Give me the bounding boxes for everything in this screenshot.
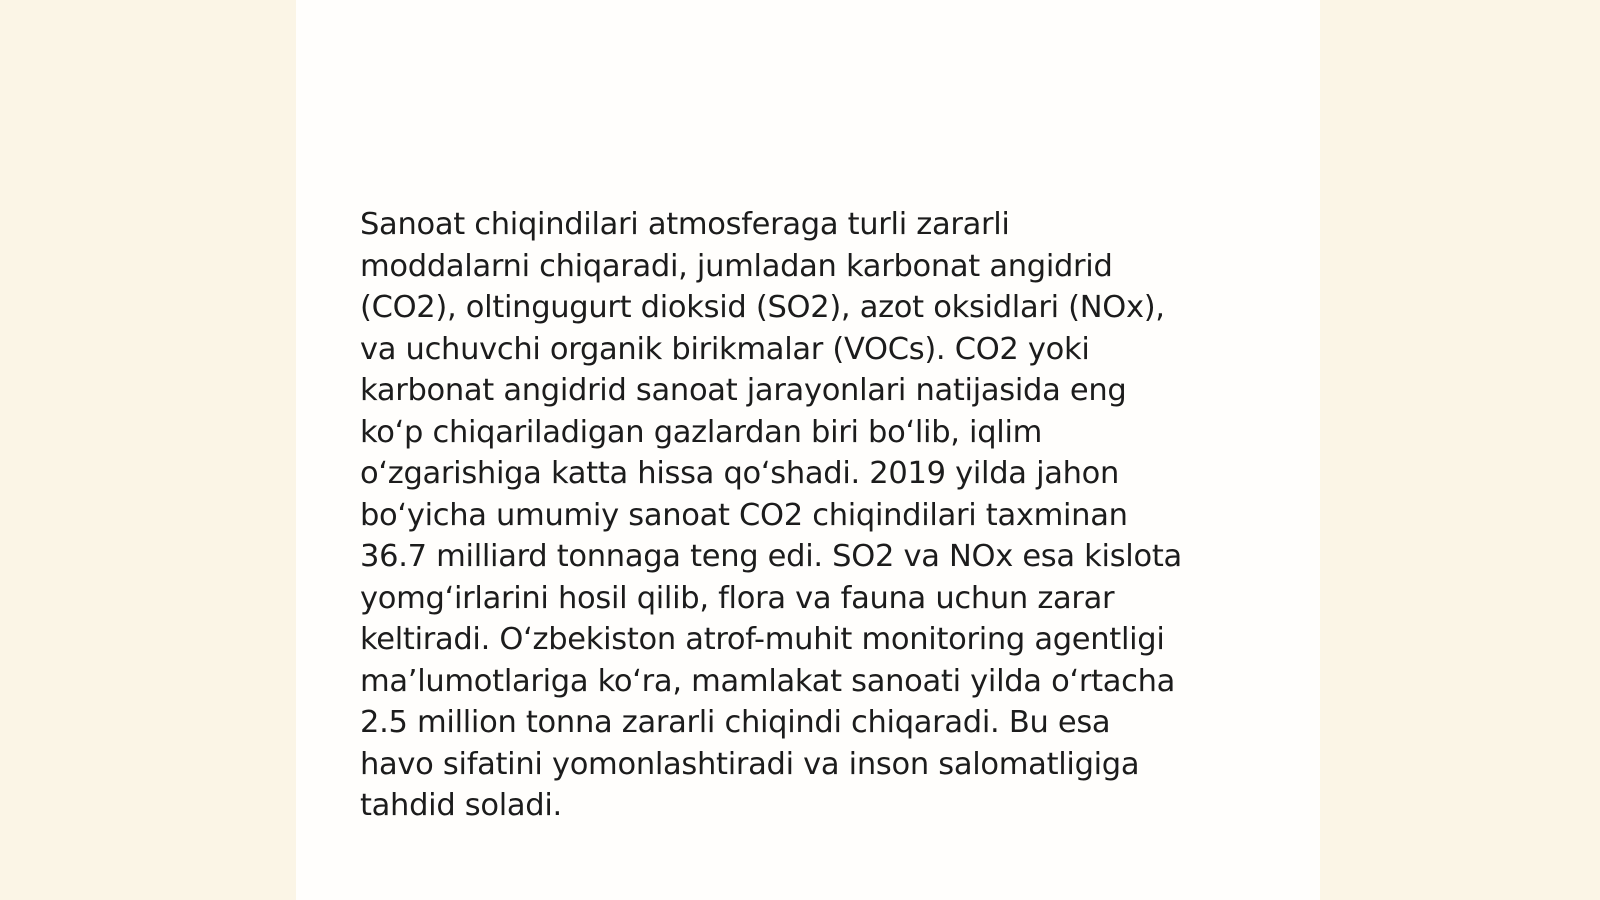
paragraph-line: Sanoat chiqindilari atmosferaga turli zararli — [360, 207, 1010, 242]
paragraph-line: havo sifatini yomonlashtiradi va inson salomatligiga — [360, 746, 1140, 782]
paragraph-line: maʼlumotlariga koʻra, mamlakat sanoati yilda oʻrtacha — [360, 663, 1176, 699]
paragraph-line: karbonat angidrid sanoat jarayonlari natijasida eng — [360, 373, 1127, 408]
document-sheet — [296, 0, 1320, 900]
paragraph-line: (CO2), oltingugurt dioksid (SO2), azot oksidlari (NOx), — [360, 290, 1165, 325]
paragraph-line: keltiradi. Oʻzbekiston atrof-muhit monitoring agentligi — [360, 622, 1165, 657]
paragraph-line: 2.5 million tonna zararli chiqindi chiqaradi. Bu esa — [360, 705, 1111, 740]
paragraph-line: va uchuvchi organik birikmalar (VOCs). CO2 yoki — [360, 331, 1090, 367]
paragraph-line: 36.7 milliard tonnaga teng edi. SO2 va NOx esa kislota — [360, 539, 1182, 574]
paragraph-line: boʻyicha umumiy sanoat CO2 chiqindilari taxminan — [360, 497, 1128, 533]
paragraph-line: tahdid soladi. — [360, 788, 562, 823]
paragraph-line: koʻp chiqariladigan gazlardan biri boʻlib, iqlim — [360, 414, 1043, 450]
paragraph-line: oʻzgarishiga katta hissa qoʻshadi. 2019 yilda jahon — [360, 456, 1120, 491]
paragraph-line: yomgʻirlarini hosil qilib, flora va fauna uchun zarar — [360, 580, 1115, 616]
body-paragraph — [360, 204, 1256, 827]
paragraph-line: moddalarni chiqaradi, jumladan karbonat angidrid — [360, 248, 1113, 284]
